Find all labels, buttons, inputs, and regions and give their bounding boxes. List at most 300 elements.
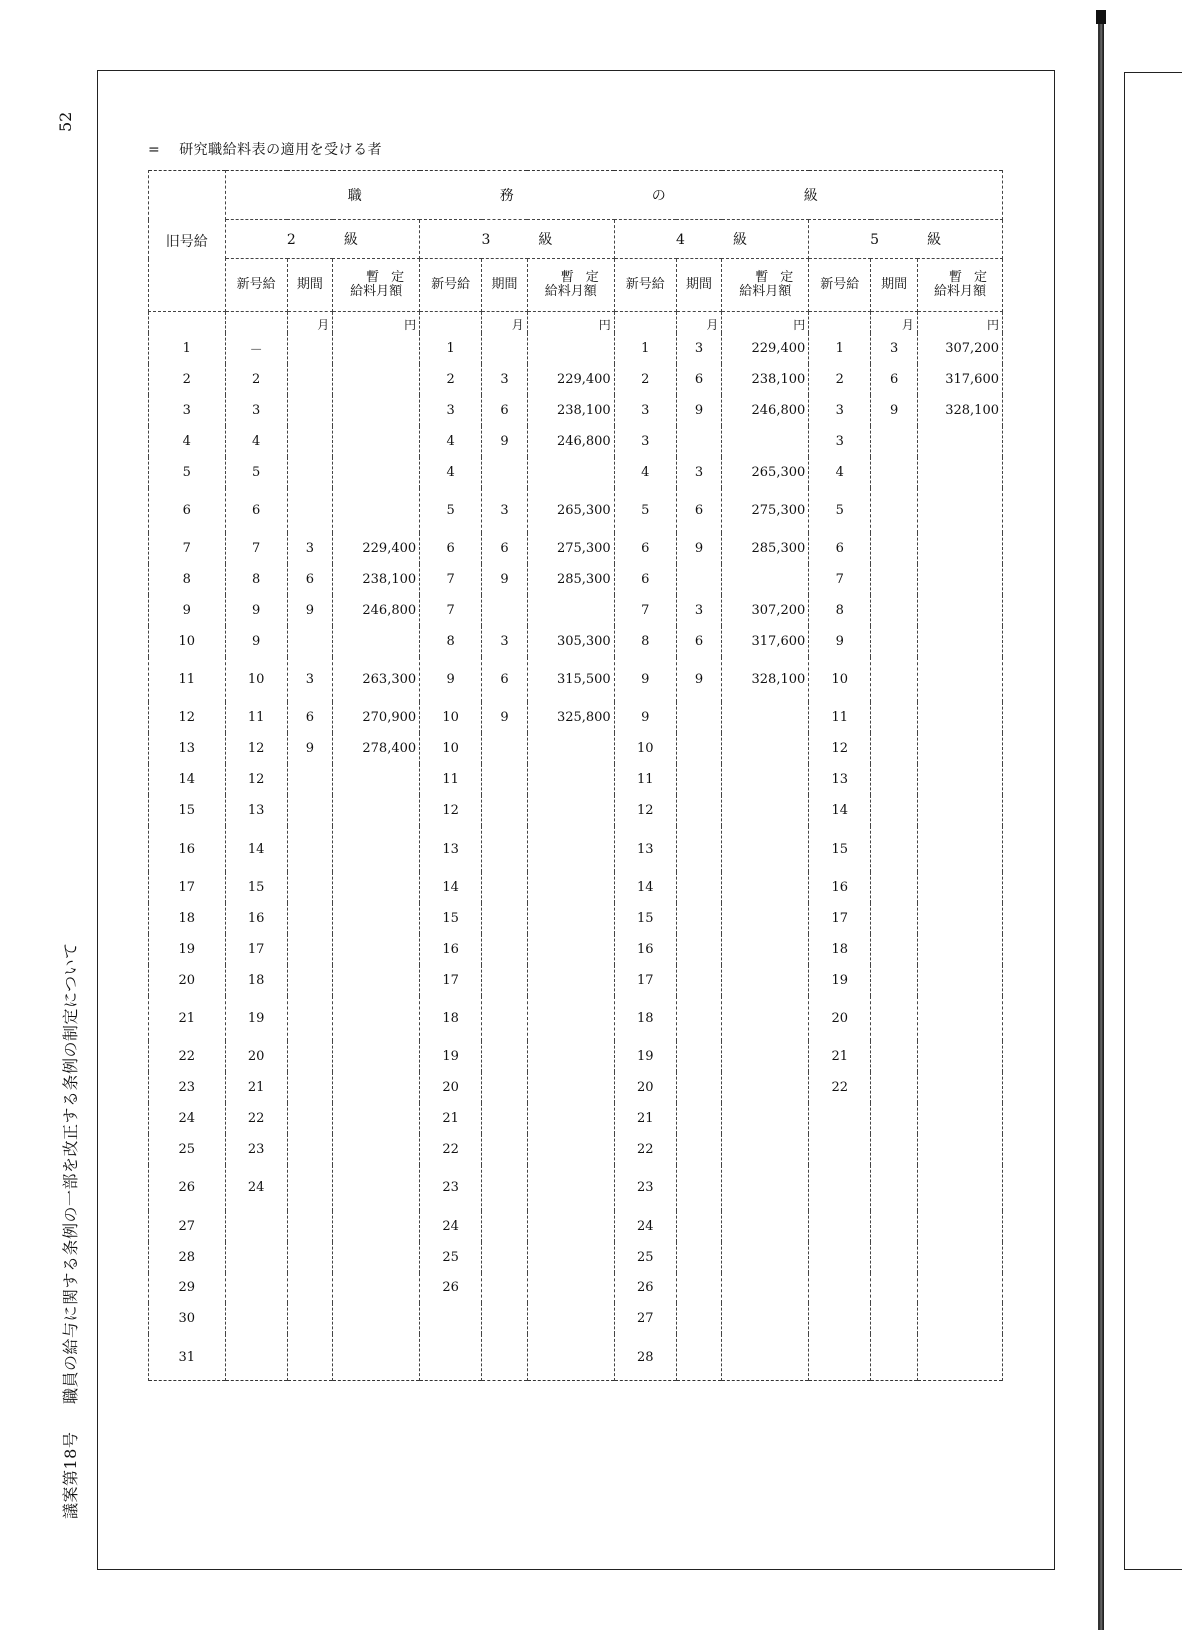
- amount-cell: 285,300: [527, 564, 614, 595]
- old-grade-cell: 16: [149, 826, 226, 871]
- period-cell: [482, 457, 528, 488]
- period-cell: 3: [482, 488, 528, 533]
- amount-cell: [917, 1103, 1002, 1134]
- new-grade-cell: 3: [614, 426, 676, 457]
- period-cell: 6: [676, 364, 722, 395]
- new-grade-cell: 6: [225, 488, 287, 533]
- new-grade-cell: 12: [225, 764, 287, 795]
- period-cell: [676, 1273, 722, 1304]
- period-cell: 6: [482, 657, 528, 702]
- new-grade-cell: 6: [420, 533, 482, 564]
- new-grade-cell: 11: [225, 702, 287, 733]
- month-unit: 月: [871, 312, 918, 333]
- amount-cell: [917, 903, 1002, 934]
- amount-cell: [917, 657, 1002, 702]
- period-cell: 6: [287, 564, 333, 595]
- new-grade-cell: 8: [614, 626, 676, 657]
- amount-cell: [722, 934, 809, 965]
- period-cell: 6: [482, 533, 528, 564]
- amount-cell: [917, 1242, 1002, 1273]
- amount-cell: [917, 872, 1002, 903]
- table-row: [149, 488, 1003, 533]
- period-cell: [482, 872, 528, 903]
- table-row: [149, 426, 1003, 457]
- new-grade-cell: 4: [809, 457, 871, 488]
- amount-cell: 285,300: [722, 533, 809, 564]
- new-grade-cell: 6: [614, 564, 676, 595]
- new-grade-cell: [809, 1303, 871, 1334]
- amount-cell: 305,300: [527, 626, 614, 657]
- amount-cell: 238,100: [527, 395, 614, 426]
- period-cell: [871, 934, 918, 965]
- period-cell: [871, 457, 918, 488]
- period-header: 期間: [676, 259, 722, 312]
- period-cell: [676, 702, 722, 733]
- old-grade-cell: 22: [149, 1041, 226, 1072]
- new-grade-cell: 21: [614, 1103, 676, 1134]
- amount-cell: 238,100: [722, 364, 809, 395]
- period-cell: [871, 872, 918, 903]
- new-grade-cell: 13: [809, 764, 871, 795]
- amount-cell: [917, 1072, 1002, 1103]
- new-grade-cell: 20: [420, 1072, 482, 1103]
- amount-cell: [527, 595, 614, 626]
- old-grade-cell: 2: [149, 364, 226, 395]
- table-row: [149, 1211, 1003, 1242]
- table-row: [149, 626, 1003, 657]
- old-grade-cell: 31: [149, 1334, 226, 1380]
- table-row: [149, 1103, 1003, 1134]
- new-grade-cell: 7: [614, 595, 676, 626]
- period-cell: [287, 826, 333, 871]
- amount-cell: 278,400: [333, 733, 420, 764]
- new-grade-cell: 4: [225, 426, 287, 457]
- bill-title: 職員の給与に関する条例の一部を改正する条例の制定について: [61, 942, 80, 1405]
- new-grade-cell: 4: [614, 457, 676, 488]
- amount-cell: [722, 996, 809, 1041]
- period-cell: [676, 903, 722, 934]
- new-grade-cell: 1: [614, 333, 676, 364]
- amount-cell: [333, 426, 420, 457]
- period-cell: [287, 1211, 333, 1242]
- new-grade-cell: 16: [614, 934, 676, 965]
- period-cell: [676, 795, 722, 826]
- amount-cell: [917, 426, 1002, 457]
- table-row: [149, 996, 1003, 1041]
- amount-cell: [917, 1134, 1002, 1165]
- old-grade-cell: 26: [149, 1165, 226, 1210]
- old-grade-cell: 13: [149, 733, 226, 764]
- period-cell: [871, 702, 918, 733]
- amount-cell: [722, 965, 809, 996]
- amount-cell: [333, 872, 420, 903]
- amount-cell: [917, 595, 1002, 626]
- new-grade-cell: 19: [225, 996, 287, 1041]
- adjacent-page-frame: [1124, 72, 1182, 1570]
- amount-cell: 317,600: [917, 364, 1002, 395]
- table-row: [149, 364, 1003, 395]
- new-grade-cell: 19: [809, 965, 871, 996]
- amount-cell: [722, 1134, 809, 1165]
- period-cell: [871, 764, 918, 795]
- amount-cell: 317,600: [722, 626, 809, 657]
- period-cell: [871, 733, 918, 764]
- period-cell: [871, 595, 918, 626]
- new-grade-cell: 2: [809, 364, 871, 395]
- new-grade-cell: 22: [614, 1134, 676, 1165]
- old-grade-cell: 4: [149, 426, 226, 457]
- new-grade-cell: [225, 1211, 287, 1242]
- period-cell: [676, 733, 722, 764]
- period-cell: [287, 395, 333, 426]
- period-cell: [676, 1072, 722, 1103]
- new-grade-cell: 9: [225, 595, 287, 626]
- new-grade-cell: 2: [614, 364, 676, 395]
- yen-unit: 円: [333, 312, 420, 333]
- amount-header-line1: 暫定: [560, 269, 611, 285]
- duties-grade-header: 職 務 の 級: [225, 171, 1002, 220]
- new-grade-cell: 9: [614, 657, 676, 702]
- amount-cell: 265,300: [722, 457, 809, 488]
- period-cell: 6: [287, 702, 333, 733]
- amount-cell: 315,500: [527, 657, 614, 702]
- period-cell: [871, 826, 918, 871]
- new-grade-cell: 15: [809, 826, 871, 871]
- new-grade-header: 新号給: [809, 259, 871, 312]
- amount-cell: [333, 1273, 420, 1304]
- amount-cell: [527, 1072, 614, 1103]
- new-grade-cell: 21: [225, 1072, 287, 1103]
- period-cell: [871, 1211, 918, 1242]
- new-grade-cell: 7: [225, 533, 287, 564]
- grade-label: 級: [538, 232, 553, 248]
- period-cell: [676, 1165, 722, 1210]
- new-grade-cell: 23: [225, 1134, 287, 1165]
- new-grade-cell: 26: [420, 1273, 482, 1304]
- amount-cell: [917, 1334, 1002, 1380]
- new-grade-cell: －: [225, 333, 287, 364]
- period-cell: [287, 1165, 333, 1210]
- new-grade-cell: 8: [809, 595, 871, 626]
- new-grade-cell: 23: [614, 1165, 676, 1210]
- period-cell: [482, 333, 528, 364]
- amount-cell: [527, 1303, 614, 1334]
- period-cell: [871, 426, 918, 457]
- new-grade-cell: 17: [614, 965, 676, 996]
- amount-cell: 270,900: [333, 702, 420, 733]
- period-cell: [287, 1273, 333, 1304]
- new-grade-cell: 14: [809, 795, 871, 826]
- new-grade-cell: 14: [420, 872, 482, 903]
- old-grade-cell: 19: [149, 934, 226, 965]
- new-grade-cell: 27: [614, 1303, 676, 1334]
- section-heading-text: 研究職給料表の適用を受ける者: [179, 142, 383, 158]
- bill-number: 議案第18号: [61, 1431, 80, 1519]
- amount-cell: [722, 1334, 809, 1380]
- amount-cell: [333, 364, 420, 395]
- period-cell: 3: [676, 333, 722, 364]
- amount-header-line2: 給料月額: [933, 284, 986, 299]
- table-row: [149, 1334, 1003, 1380]
- old-grade-cell: 21: [149, 996, 226, 1041]
- month-unit: 月: [287, 312, 333, 333]
- period-cell: [482, 1103, 528, 1134]
- new-grade-cell: [809, 1334, 871, 1380]
- new-grade-cell: 21: [420, 1103, 482, 1134]
- amount-cell: [333, 1211, 420, 1242]
- table-row: [149, 1072, 1003, 1103]
- new-grade-cell: 10: [420, 733, 482, 764]
- period-cell: [676, 1103, 722, 1134]
- period-cell: [287, 1334, 333, 1380]
- new-grade-header: 新号給: [420, 259, 482, 312]
- provisional-amount-header: [527, 259, 614, 312]
- amount-header-line1: 暫定: [755, 269, 806, 285]
- new-grade-cell: 22: [809, 1072, 871, 1103]
- unit-cell: [614, 312, 676, 333]
- new-grade-cell: 17: [225, 934, 287, 965]
- period-cell: 3: [482, 626, 528, 657]
- new-grade-cell: [225, 1242, 287, 1273]
- scan-edge-bar: [1098, 10, 1104, 1630]
- period-header: 期間: [871, 259, 918, 312]
- table-row: [149, 457, 1003, 488]
- new-grade-cell: 22: [420, 1134, 482, 1165]
- table-row: [149, 1134, 1003, 1165]
- period-cell: [287, 1103, 333, 1134]
- period-cell: [287, 903, 333, 934]
- new-grade-cell: 2: [225, 364, 287, 395]
- amount-header-line1: 暫定: [366, 269, 417, 285]
- period-cell: [287, 1242, 333, 1273]
- amount-cell: [722, 426, 809, 457]
- period-cell: [871, 1041, 918, 1072]
- period-cell: [287, 965, 333, 996]
- new-grade-cell: 3: [809, 395, 871, 426]
- amount-cell: 307,200: [722, 595, 809, 626]
- period-cell: [482, 903, 528, 934]
- amount-cell: 325,800: [527, 702, 614, 733]
- new-grade-cell: 9: [809, 626, 871, 657]
- period-cell: [482, 1041, 528, 1072]
- salary-table: [148, 170, 1003, 1381]
- period-cell: [676, 1134, 722, 1165]
- amount-cell: [333, 903, 420, 934]
- amount-cell: [917, 564, 1002, 595]
- new-grade-cell: 9: [420, 657, 482, 702]
- amount-cell: [527, 795, 614, 826]
- table-row: [149, 764, 1003, 795]
- period-cell: [287, 488, 333, 533]
- amount-cell: [527, 996, 614, 1041]
- section-heading: [148, 139, 382, 159]
- amount-cell: [527, 733, 614, 764]
- old-grade-header: 旧号給: [149, 171, 226, 312]
- unit-cell: [420, 312, 482, 333]
- amount-cell: [333, 333, 420, 364]
- new-grade-cell: 12: [225, 733, 287, 764]
- new-grade-cell: 23: [420, 1165, 482, 1210]
- table-row: [149, 795, 1003, 826]
- old-grade-cell: 11: [149, 657, 226, 702]
- amount-cell: [527, 1041, 614, 1072]
- old-grade-cell: 18: [149, 903, 226, 934]
- amount-cell: [527, 826, 614, 871]
- new-grade-cell: [225, 1303, 287, 1334]
- grade-header: [614, 220, 809, 259]
- new-grade-cell: 5: [420, 488, 482, 533]
- old-grade-cell: 12: [149, 702, 226, 733]
- amount-cell: [333, 457, 420, 488]
- new-grade-cell: 15: [225, 872, 287, 903]
- section-marker: =: [148, 142, 161, 158]
- amount-cell: 328,100: [722, 657, 809, 702]
- grade-header: [809, 220, 1003, 259]
- table-row: [149, 903, 1003, 934]
- period-cell: [871, 564, 918, 595]
- period-cell: [871, 996, 918, 1041]
- period-cell: 3: [287, 533, 333, 564]
- provisional-amount-header: [722, 259, 809, 312]
- new-grade-cell: 7: [809, 564, 871, 595]
- old-grade-cell: 23: [149, 1072, 226, 1103]
- period-cell: [676, 764, 722, 795]
- period-cell: [482, 1211, 528, 1242]
- new-grade-cell: 1: [809, 333, 871, 364]
- table-row: [149, 333, 1003, 364]
- period-cell: [676, 1334, 722, 1380]
- new-grade-header: 新号給: [225, 259, 287, 312]
- amount-cell: [722, 1273, 809, 1304]
- amount-cell: [527, 965, 614, 996]
- amount-cell: [333, 826, 420, 871]
- new-grade-cell: 12: [420, 795, 482, 826]
- grade-number: 5: [870, 232, 880, 248]
- amount-cell: [722, 564, 809, 595]
- new-grade-cell: 16: [225, 903, 287, 934]
- old-grade-cell: 3: [149, 395, 226, 426]
- amount-cell: 275,300: [527, 533, 614, 564]
- table-row: [149, 733, 1003, 764]
- amount-cell: [917, 1303, 1002, 1334]
- amount-cell: [722, 795, 809, 826]
- old-grade-cell: 6: [149, 488, 226, 533]
- period-cell: [482, 764, 528, 795]
- new-grade-cell: 6: [614, 533, 676, 564]
- new-grade-cell: 15: [614, 903, 676, 934]
- amount-cell: [333, 1334, 420, 1380]
- table-row: [149, 657, 1003, 702]
- amount-cell: 229,400: [333, 533, 420, 564]
- amount-cell: [527, 457, 614, 488]
- old-grade-cell: 24: [149, 1103, 226, 1134]
- period-cell: [676, 965, 722, 996]
- amount-cell: [917, 1041, 1002, 1072]
- period-cell: [676, 1242, 722, 1273]
- table-row: [149, 934, 1003, 965]
- period-cell: [482, 1303, 528, 1334]
- yen-unit: 円: [917, 312, 1002, 333]
- new-grade-cell: 8: [420, 626, 482, 657]
- period-cell: [871, 1072, 918, 1103]
- period-cell: 9: [287, 595, 333, 626]
- amount-cell: 246,800: [333, 595, 420, 626]
- table-row: [149, 1242, 1003, 1273]
- grade-label: 級: [343, 232, 358, 248]
- period-cell: 3: [676, 595, 722, 626]
- old-grade-cell: 30: [149, 1303, 226, 1334]
- new-grade-cell: 9: [614, 702, 676, 733]
- amount-cell: [527, 903, 614, 934]
- new-grade-cell: 20: [225, 1041, 287, 1072]
- table-row: [149, 826, 1003, 871]
- period-cell: 9: [482, 564, 528, 595]
- period-cell: [287, 934, 333, 965]
- new-grade-cell: 5: [225, 457, 287, 488]
- amount-cell: [333, 1303, 420, 1334]
- amount-cell: [333, 1041, 420, 1072]
- new-grade-cell: [420, 1303, 482, 1334]
- amount-cell: 275,300: [722, 488, 809, 533]
- period-cell: [871, 1334, 918, 1380]
- period-header: 期間: [287, 259, 333, 312]
- period-cell: [482, 1072, 528, 1103]
- new-grade-cell: 13: [225, 795, 287, 826]
- table-row: [149, 965, 1003, 996]
- amount-cell: [722, 764, 809, 795]
- period-cell: [871, 1134, 918, 1165]
- amount-cell: [917, 764, 1002, 795]
- amount-cell: [527, 872, 614, 903]
- amount-cell: [333, 1134, 420, 1165]
- amount-cell: [333, 1072, 420, 1103]
- period-cell: [871, 1303, 918, 1334]
- amount-cell: [722, 1242, 809, 1273]
- amount-cell: [917, 488, 1002, 533]
- amount-cell: 265,300: [527, 488, 614, 533]
- amount-header-line2: 給料月額: [350, 284, 403, 299]
- new-grade-cell: [809, 1211, 871, 1242]
- new-grade-cell: 18: [809, 934, 871, 965]
- new-grade-cell: 10: [420, 702, 482, 733]
- amount-cell: [333, 1103, 420, 1134]
- period-cell: [482, 996, 528, 1041]
- period-header: 期間: [482, 259, 528, 312]
- period-cell: [482, 965, 528, 996]
- old-grade-cell: 14: [149, 764, 226, 795]
- new-grade-cell: 13: [614, 826, 676, 871]
- new-grade-cell: 6: [809, 533, 871, 564]
- period-cell: [871, 1165, 918, 1210]
- new-grade-cell: 16: [420, 934, 482, 965]
- period-cell: 3: [482, 364, 528, 395]
- amount-cell: [333, 764, 420, 795]
- amount-cell: [333, 626, 420, 657]
- amount-cell: [917, 965, 1002, 996]
- new-grade-cell: 18: [225, 965, 287, 996]
- new-grade-cell: 19: [420, 1041, 482, 1072]
- period-cell: [287, 364, 333, 395]
- period-cell: [482, 1242, 528, 1273]
- amount-cell: [333, 395, 420, 426]
- period-cell: 9: [287, 733, 333, 764]
- old-grade-cell: 7: [149, 533, 226, 564]
- new-grade-header: 新号給: [614, 259, 676, 312]
- amount-cell: [722, 1072, 809, 1103]
- new-grade-cell: 28: [614, 1334, 676, 1380]
- period-cell: [482, 733, 528, 764]
- new-grade-cell: 17: [809, 903, 871, 934]
